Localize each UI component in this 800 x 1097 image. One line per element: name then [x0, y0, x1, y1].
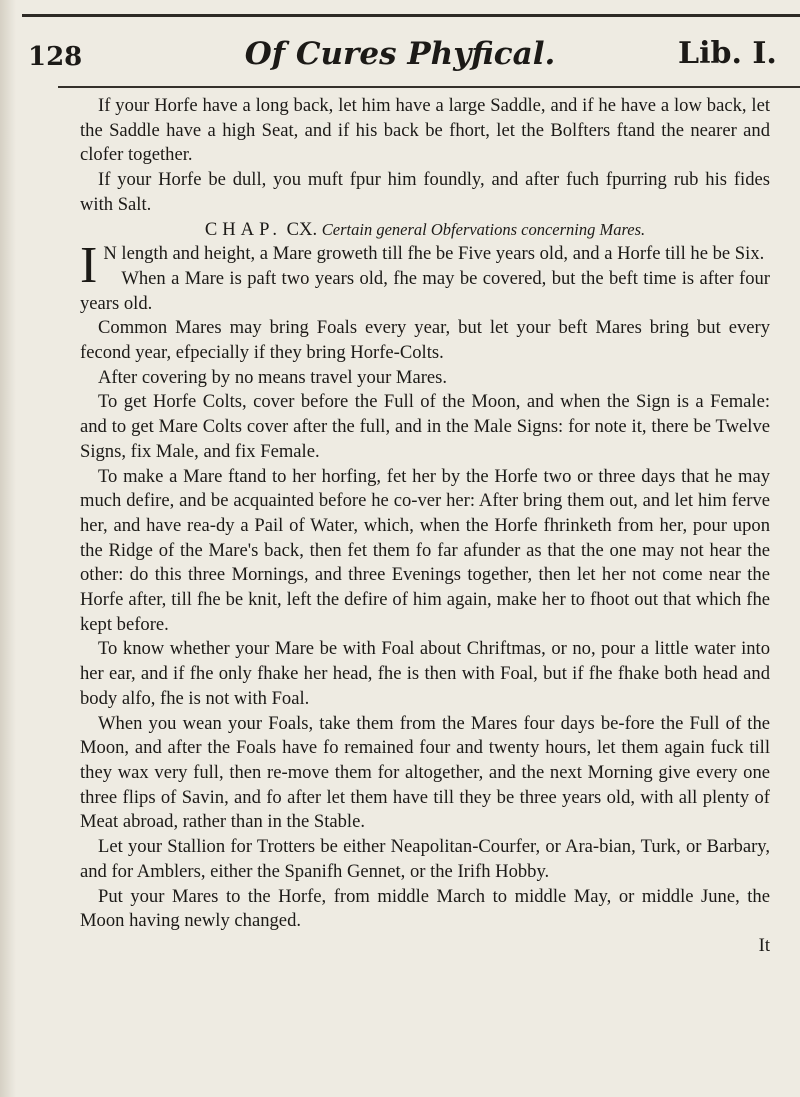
page-edge-shadow	[0, 0, 16, 1097]
catchword-line	[80, 934, 770, 959]
paragraph: After covering by no means travel your Mares.	[98, 366, 448, 388]
top-rule	[22, 14, 800, 17]
paragraph: If your Horfe be dull, you muft fpur him foundly, and after fuch fpurring rub his fides with Salt.	[80, 169, 770, 215]
chapter-subject: Certain general Obfervations concerning Mares.	[321, 219, 646, 239]
page-body	[80, 94, 770, 959]
paragraph: Common Mares may bring Foals every year, but let your beft Mares bring but every fecond year, efpecially if they bring Horfe-Colts.	[80, 317, 770, 364]
paragraph: When a Mare is paft two years old, fhe may be covered, but the beft time is after four years old.	[80, 267, 770, 314]
paragraph: If your Horfe have a long back, let him have a large Saddle, and if he have a low back, let the Saddle have a high Seat, and if his back be fhort, let the Bolfters ftand the nearer and clofer together.	[80, 95, 770, 166]
header-rule	[58, 86, 800, 88]
running-head	[0, 36, 800, 86]
chapter-label: CHAP.	[204, 218, 282, 240]
running-title: Of Cures Phyfical.	[244, 36, 556, 72]
paragraph: Put your Mares to the Horfe, from middle March to middle May, or middle June, the Moon having newly changed.	[80, 885, 770, 932]
paragraph: To know whether your Mare be with Foal about Chriftmas, or no, pour a little water into her ear, and if fhe only fhake her head, fhe is then with Foal, but if fhe fhake both head and body alfo, fhe is not with Foal.	[80, 638, 770, 709]
drop-cap: I	[80, 237, 98, 295]
paragraph: When you wean your Foals, take them from the Mares four days be-fore the Full of the Moon, and after the Foals have fo remained four and twenty hours, let them again fuck till they wax very full, then re-move them for altogether, and the next Morning give every one three flips of Savin, and fo after let them have till they be three years old, with all plenty of Meat abroad, rather than in the Stable.	[80, 712, 770, 833]
chapter-number: CX.	[286, 218, 318, 240]
paragraph: To make a Mare ftand to her horfing, fet her by the Horfe two or three days that he may much defire, and be acquainted before he co-ver her: After bring them out, and let him ferve her, and have rea-dy a Pail of Water, which, when the Horfe fhrinketh from her, pour upon the Ridge of the Mare's back, then fet them fo far afunder as that the one may not hear the other: do this three Mornings, and three Evenings together, then let her not come near the Horfe after, till fhe be knit, left the defire of him again, make her to fhoot out that which fhe kept before.	[80, 465, 770, 635]
catchword: It	[758, 934, 770, 956]
chapter-heading	[80, 218, 770, 243]
first-paragraph-text: N length and height, a Mare groweth till fhe be Five years old, and a Horfe till he be Six.	[103, 243, 765, 265]
paragraph: To get Horfe Colts, cover before the Full of the Moon, and when the Sign is a Female: and to get Mare Colts cover after the full, and in the Male Signs: for note it, there be Twelve Signs, fix Male, and fix Female.	[80, 391, 770, 462]
page-number: 128	[28, 42, 83, 72]
book-reference: Lib. I.	[678, 36, 777, 71]
paragraph: Let your Stallion for Trotters be either Neapolitan-Courfer, or Ara-bian, Turk, or Barbary, and for Amblers, either the Spanifh Gennet, or the Irifh Hobby.	[80, 836, 770, 882]
